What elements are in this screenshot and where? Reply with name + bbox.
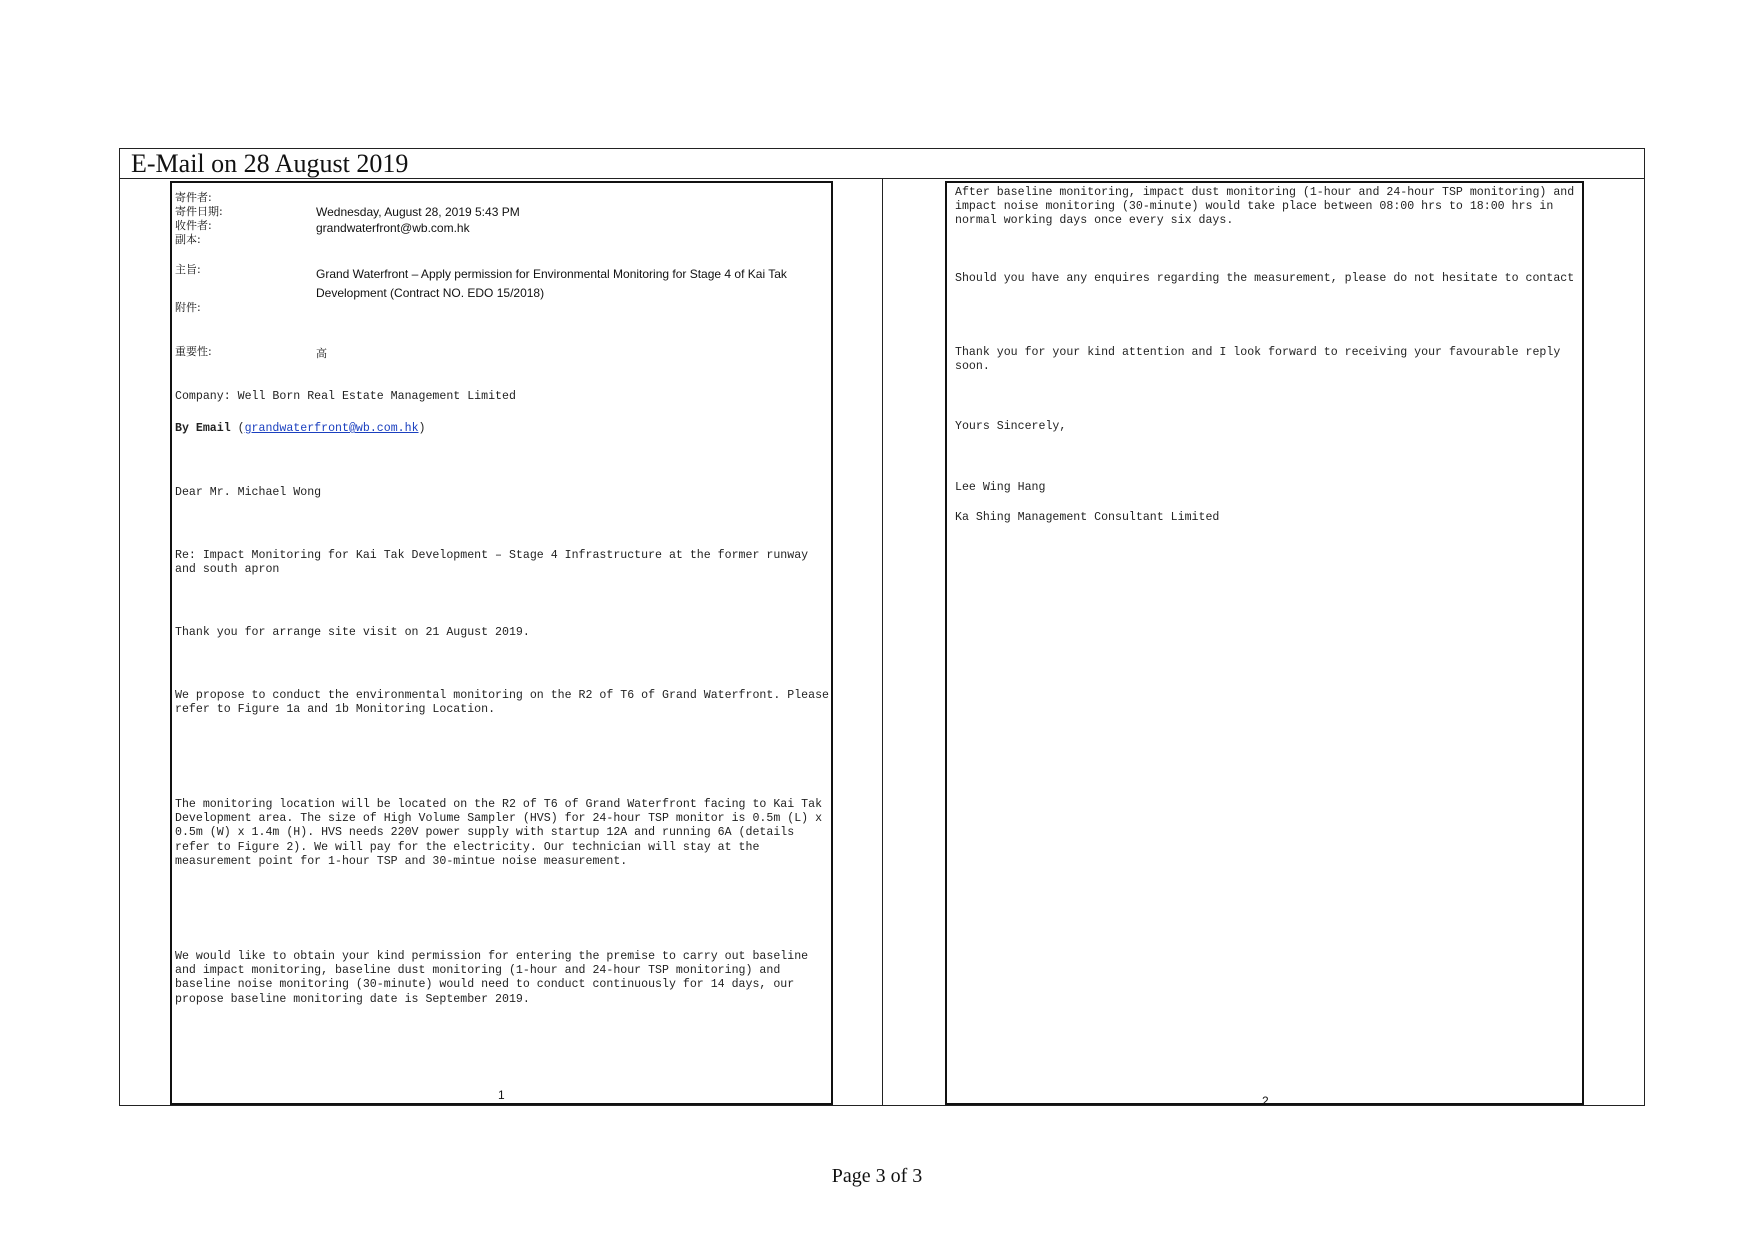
para-thanks-visit: Thank you for arrange site visit on 21 August 2019. [175,626,530,639]
page-number-1: 1 [498,1088,505,1102]
from-label: 寄件者: [175,191,212,204]
by-email-open-paren: ( [230,422,245,435]
cc-label: 副本: [175,233,201,246]
by-email-close-paren: ) [418,422,426,435]
footer-page-label: Page [831,1165,871,1187]
para-after-baseline: After baseline monitoring, impact dust monitoring (1-hour and 24-hour TSP monitoring) and impact noise monitoring (30-minute) would take place between 08:00 hrs to 18:00 hrs in normal working days once every six days. [955,186,1582,228]
sent-value: Wednesday, August 28, 2019 5:43 PM [316,205,520,219]
para-enquiries: Should you have any enquires regarding the measurement, please do not hesitate to contact [955,272,1575,285]
closing: Yours Sincerely, [955,420,1067,433]
footer-page-total: 3 [912,1165,923,1187]
company-line: Company: Well Born Real Estate Management Limited [175,390,516,403]
signer-company: Ka Shing Management Consultant Limited [955,511,1220,524]
frame-title-row [120,149,1644,179]
attachment-label: 附件: [175,301,201,314]
para-thanks-attention: Thank you for your kind attention and I look forward to receiving your favourable reply soon. [955,346,1568,374]
importance-label: 重要性: [175,345,212,358]
email-page-2 [945,181,1584,1108]
sent-label: 寄件日期: [175,205,223,218]
page-number-2: 2 [1262,1094,1269,1108]
column-divider [882,179,883,1106]
importance-value: 高 [316,347,327,360]
to-label: 收件者: [175,219,212,232]
para-location: The monitoring location will be located on the R2 of T6 of Grand Waterfront facing to Kai Tak Development area. The size of High Volume Sampler (HVS) for 24-hour TSP monitor is 0.5m (L) x 0.5m (W) x 1.4m (H). HVS needs 220V power supply with startup 12A and running 6A (details refer to Figure 2). We will pay for the electricity. Our technician will stay at the measurement point for 1-hour TSP and 30-mintue noise measurement. [175,798,830,868]
footer-of-label: of [890,1165,908,1187]
signer-name: Lee Wing Hang [955,481,1046,494]
re-line: Re: Impact Monitoring for Kai Tak Development – Stage 4 Infrastructure at the former runway and south apron [175,549,816,577]
para-propose: We propose to conduct the environmental monitoring on the R2 of T6 of Grand Waterfront. Please refer to Figure 1a and 1b Monitoring Location. [175,689,836,717]
email-page-1 [170,181,836,1105]
by-email-label: By Email [175,422,231,435]
to-value: grandwaterfront@wb.com.hk [316,221,470,235]
footer-page-current: 3 [875,1165,886,1187]
frame-title: E-Mail on 28 August 2019 [131,149,409,178]
by-email-line [175,422,830,436]
subject-label: 主旨: [175,263,201,276]
email-address-link[interactable]: grandwaterfront@wb.com.hk [244,422,419,435]
page-footer [0,1164,1754,1188]
subject-value: Grand Waterfront – Apply permission for Environmental Monitoring for Stage 4 of Kai Tak Development (Contract NO. EDO 15/2018) [316,267,787,300]
salutation: Dear Mr. Michael Wong [175,486,322,499]
para-permission: We would like to obtain your kind permission for entering the premise to carry out baseline and impact monitoring, baseline dust monitoring (1-hour and 24-hour TSP monitoring) and baseline noise monitoring (30-minute) would need to conduct continuously for 14 days, our propose baseline monitoring date is September 2019. [175,950,816,1006]
